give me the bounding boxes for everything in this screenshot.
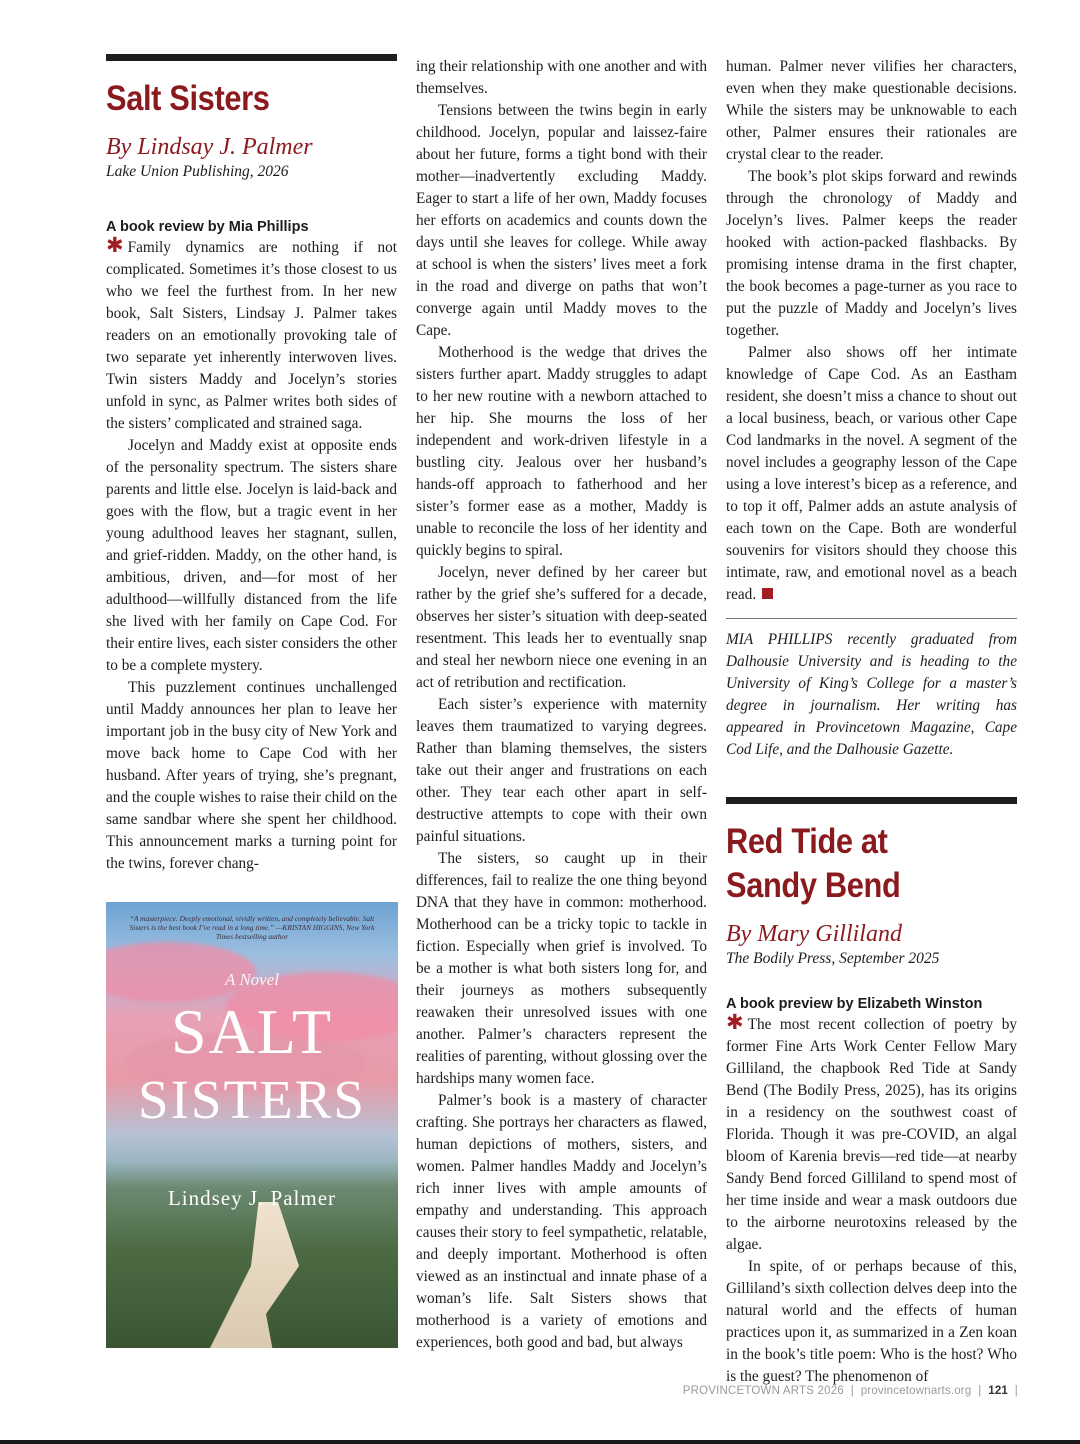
review-title: Salt Sisters — [106, 79, 270, 118]
body-paragraph: Palmer also shows off her intimate knowledge of Cape Cod. As an Eastham resident, she doesn’t miss a chance to shout out a local business, beach, or various other Cape Cod landmarks in the novel. A segment of the novel includes a geography lesson of the Cape using a love interest’s bicep as a reference, and to top it off, Palmer adds an astute analysis of each town on the Cape. Both are wonderful souvenirs for visitors should they choose this intimate, raw, and emotional novel as a beach read. — [726, 344, 1017, 603]
bottom-bar — [0, 1440, 1080, 1444]
page-number: 121 — [988, 1385, 1009, 1397]
footer-magazine: PROVINCETOWN ARTS 2026 — [682, 1385, 844, 1397]
cover-author: Lindsey J. Palmer — [167, 1186, 337, 1210]
body-paragraph: Motherhood is the wedge that drives the sisters further apart. Maddy struggles to adapt to her new routine with a newborn attached to her hip. She mourns the loss of her independent and work-driven lifestyle in a bustling city. Jealous over her husband’s hands-off approach to fatherhood and her sister’s former ease as a mother, Maddy is unable to reconcile the loss of her identity and quickly begins to spiral. — [416, 344, 707, 559]
cover-quote: “A masterpiece. Deeply emotional, vividly written, and completely believable. Salt Sisters is the best book I’ve read in a long time.” —KRISTAN HIGGINS, New York Times bestselling author — [129, 914, 375, 941]
section-rule — [106, 54, 397, 61]
author-bio: MIA PHILLIPS recently graduated from Dalhousie University and is heading to the University of King’s College for a master’s degree in journalism. Her writing has appeared in Provincetown Magazine, Cape Cod Life, and the Dalhousie Gazette. — [726, 631, 1017, 758]
column-1 — [106, 54, 397, 875]
asterisk-icon: ✱ — [726, 1010, 744, 1034]
cover-title-line2: SISTERS — [138, 1069, 366, 1130]
bio-divider — [726, 618, 1017, 619]
body-paragraph: Jocelyn, never defined by her career but rather by the grief she’s suffered for a decade, observes her sister’s situation with deep-seated resentment. This leads her to eventually snap and steal her newborn niece one evening in an act of retribution and rectification. — [416, 564, 707, 691]
column-2 — [416, 56, 707, 1354]
section-rule — [726, 797, 1017, 804]
review-kicker: A book review by Mia Phillips — [106, 219, 309, 235]
body-paragraph: Palmer’s book is a mastery of character crafting. She portrays her characters as flawed, human depictions of mothers, sisters, and women. Palmer handles Maddy and Jocelyn’s rich inner lives with ample amounts of empathy and understanding. This approach causes their story to feel sympathetic, relatable, and deeply important. Motherhood is often viewed as an instinctual and innate phase of a woman’s life. Salt Sisters shows that motherhood is a variety of emotions and experiences, both good and bad, but always — [416, 1092, 707, 1351]
body-paragraph: human. Palmer never vilifies her characters, even when they make questionable decisions. While the sisters may be unknowable to each other, Palmer ensures their rationales are crystal clear to the reader. — [726, 58, 1017, 163]
review-title-line2: Sandy Bend — [726, 866, 901, 905]
review-publisher: Lake Union Publishing, 2026 — [106, 163, 289, 180]
review-byline: By Lindsay J. Palmer — [106, 134, 313, 160]
page-footer: PROVINCETOWN ARTS 2026 | provincetownarts.org | 121 | — [682, 1385, 1018, 1397]
cover-sand-path — [176, 1202, 326, 1348]
body-paragraph: ✱ Family dynamics are nothing if not complicated. Sometimes it’s those closest to us who we feel the furthest from. In her new book, Salt Sisters, Lindsay J. Palmer takes readers on an emotionally provoking tale of two separate yet inherently interwoven lives. Twin sisters Maddy and Jocelyn’s stories unfold in sync, as Palmer writes both sides of the sisters’ complicated and strained saga. — [106, 233, 397, 432]
body-paragraph: ✱ The most recent collection of poetry by former Fine Arts Work Center Fellow Mary Gilliland, the chapbook Red Tide at Sandy Bend (The Bodily Press, 2025), has its origins in a residency on the southwest coast of Florida. Though it was pre-COVID, an algal bloom of Karenia brevis—red tide—at nearby Sandy Bend forced Gilliland to spend most of her time inside and wear a mask outdoors due to the airborne neurotoxins released by the algae. — [726, 1010, 1017, 1253]
body-paragraph: Jocelyn and Maddy exist at opposite ends of the personality spectrum. The sisters share parents and little else. Jocelyn is laid-back and goes with the flow, but a tragic event in her young adulthood leaves her stagnant, sullen, and grief-ridden. Maddy, on the other hand, is ambitious, driven, and—for most of her adulthood—willfully distanced from the life she lived with her family on Cape Cod. For their entire lives, each sister considers the other to be a complete mystery. — [106, 437, 397, 674]
square-end-icon — [762, 588, 773, 599]
body-paragraph: In spite, of or perhaps because of this, Gilliland’s sixth collection delves deep into the natural world and the effects of human practices upon it, as summarized in a Zen koan in the book’s title poem: Who is the host? Who is the guest? The phenomenon of — [726, 1258, 1017, 1385]
review-kicker: A book preview by Elizabeth Winston — [726, 996, 983, 1012]
cover-tagline: A Novel — [225, 970, 279, 989]
footer-site: provincetownarts.org — [860, 1385, 972, 1397]
body-paragraph: Tensions between the twins begin in early childhood. Jocelyn, popular and laissez-faire about her future, forms a tight bond with their mother—inadvertently excluding Maddy. Eager to start a life of her own, Maddy focuses her efforts on academics and counts down the days until she leaves for college. While away at school is when the sisters’ lives meet a fork in the road and diverge on paths that won’t converge again until Maddy moves to the Cape. — [416, 102, 707, 339]
body-paragraph: The book’s plot skips forward and rewinds through the chronology of Maddy and Jocelyn’s lives. Palmer keeps the reader hooked with action-packed flashbacks. By promising intense drama in the first chapter, the book becomes a page-turner as you race to put the puzzle of Maddy and Jocelyn’s lives together. — [726, 168, 1017, 339]
body-paragraph: Each sister’s experience with maternity leaves them traumatized to varying degrees. Rather than blaming themselves, the sisters take out their anger and frustrations on each other. They tear each other apart in self-destructive attempts to cope with their own painful situations. — [416, 696, 707, 845]
review-publisher: The Bodily Press, September 2025 — [726, 950, 940, 967]
column-3 — [726, 56, 1017, 1388]
body-paragraph: This puzzlement continues unchallenged until Maddy announces her plan to leave her important job in the busy city of New York and move back home to Cape Cod with her husband. After years of trying, she’s pregnant, and the couple wishes to raise their child on the same sandbar where she spent her childhood. This announcement marks a turning point for the twins, forever chang- — [106, 679, 397, 872]
review-title-line1: Red Tide at — [726, 822, 888, 861]
cover-title-line1: SALT — [170, 996, 334, 1067]
body-paragraph: The sisters, so caught up in their differences, fail to realize the one thing beyond DNA that they have in common: motherhood. Motherhood can be a tricky topic to tackle in fiction. Especially when grief is involved. To be a mother is what both sisters long for, and their journeys as mothers subsequently reawaken their unresolved issues with one another. Palmer’s characters represent the realities of parenting, without glossing over the hardships many women face. — [416, 850, 707, 1087]
asterisk-icon: ✱ — [106, 233, 124, 257]
body-paragraph: ing their relationship with one another and with themselves. — [416, 58, 707, 97]
review-byline: By Mary Gilliland — [726, 921, 902, 947]
book-cover-image — [106, 902, 398, 1348]
